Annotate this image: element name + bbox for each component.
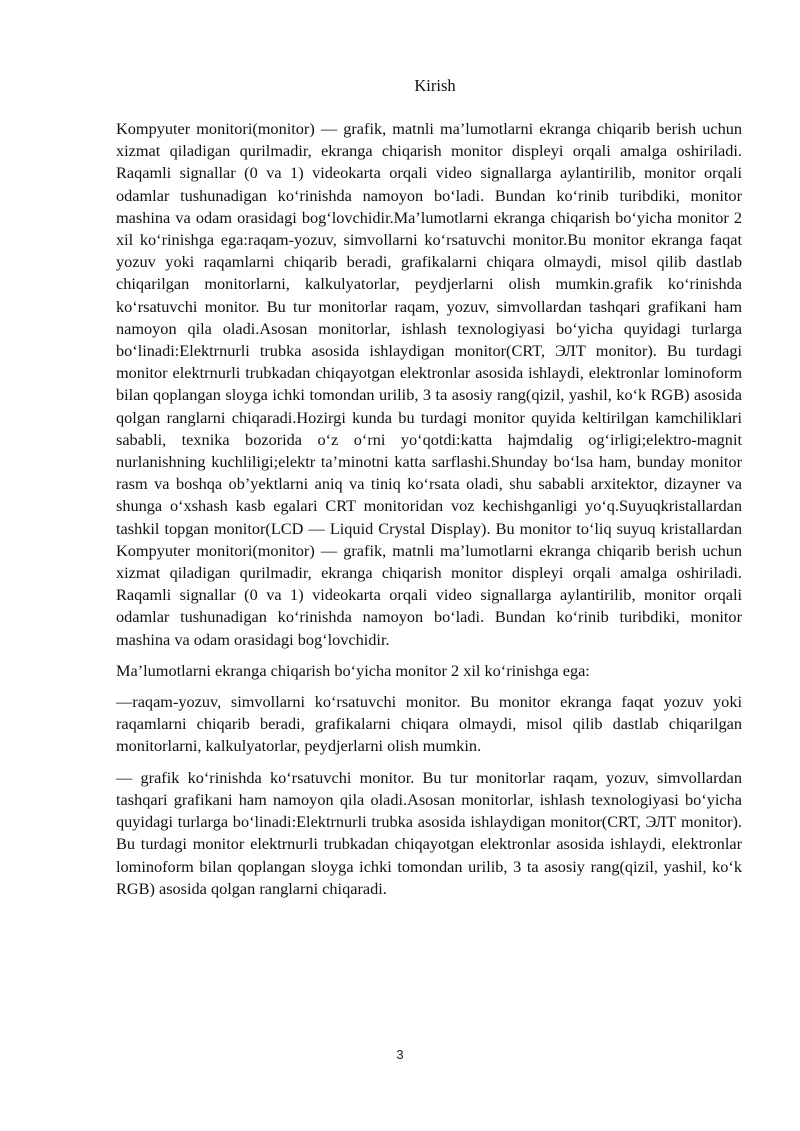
paragraph-graphic-monitor: — grafik ko‘rinishda ko‘rsatuvchi monitor. Bu tur monitorlar raqam, yozuv, simvollardan tashqari grafikani ham namoyon qila oladi.Asosan monitorlar, ishlash texnologiyasi bo‘yicha quyidagi turlarga bo‘linadi:Elektrnurli trubka asosida ishlaydigan monitor(CRT, ЭЛТ monitor). Bu turdagi monitor elektrnurli trubkadan chiqayotgan elektronlar asosida ishlaydi, elektronlar lominoform bilan qoplangan sloyga ichki tomondan urilib, 3 ta asosiy rang(qizil, yashil, ko‘k RGB) asosida qolgan ranglarni chiqaradi. <box>116 767 742 898</box>
page-number: 3 <box>396 1047 404 1062</box>
page-title: Kirish <box>414 76 456 95</box>
paragraph-intro: Kompyuter monitori(monitor) — grafik, matnli ma’lumotlarni ekranga chiqarib berish uchun xizmat qiladigan qurilmadir, ekranga chiqarish monitor displeyi orqali amalga oshiriladi. Raqamli signallar (0 va 1) videokarta orqali video signallarga aylantirilib, monitor orqali odamlar tushunadigan ko‘rinishda namoyon bo‘ladi. Bundan ko‘rinib turibdiki, monitor mashina va odam orasidagi bog‘lovchidir.Ma’lumotlarni ekranga chiqarish bo‘yicha monitor 2 xil ko‘rinishga ega:raqam-yozuv, simvollarni ko‘rsatuvchi monitor.Bu monitor ekranga faqat yozuv yoki raqamlarni chiqarib beradi, grafikalarni chiqara olmaydi, misol qilib dastlab chiqarilgan monitorlarni, kalkulyatorlar, peydjerlarni olish mumkin.grafik ko‘rinishda ko‘rsatuvchi monitor. Bu tur monitorlar raqam, yozuv, simvollardan tashqari grafikani ham namoyon qila oladi.Asosan monitorlar, ishlash texnologiyasi bo‘yicha quyidagi turlarga bo‘linadi:Elektrnurli trubka asosida ishlaydigan monitor(CRT, ЭЛТ monitor). Bu turdagi monitor elektrnurli trubkadan chiqayotgan elektronlar asosida ishlaydi, elektronlar lominoform bilan qoplangan sloyga ichki tomondan urilib, 3 ta asosiy rang(qizil, yashil, ko‘k RGB) asosida qolgan ranglarni chiqaradi.Hozirgi kunda bu turdagi monitor quyida keltirilgan kamchiliklari sababli, texnika bozorida o‘z o‘rni yo‘qotdi:katta hajmdalig og‘irligi;elektro-magnit nurlanishning kuchliligi;elektr ta’minotni katta sarflashi.Shunday bo‘lsa ham, bunday monitor rasm va boshqa ob’yektlarni aniq va tiniq ko‘rsata oladi, shu sababli arxitektor, dizayner va shunga o‘xshash kasb egalari CRT monitoridan voz kechishganligi yo‘q.Suyuqkristallardan tashkil topgan monitor(LCD — Liquid Crystal Display). Bu monitor to‘liq suyuq kristallardan Kompyuter monitori(monitor) — grafik, matnli ma’lumotlarni ekranga chiqarib berish uchun xizmat qiladigan qurilmadir, ekranga chiqarish monitor displeyi orqali amalga oshiriladi. Raqamli signallar (0 va 1) videokarta orqali video signallarga aylantirilib, monitor orqali odamlar tushunadigan ko‘rinishda namoyon bo‘ladi. Bundan ko‘rinib turibdiki, monitor mashina va odam orasidagi bog‘lovchidir. <box>116 119 742 649</box>
paragraph-text-monitor: —raqam-yozuv, simvollarni ko‘rsatuvchi monitor. Bu monitor ekranga faqat yozuv yoki raqamlarni chiqarib beradi, grafikalarni chiqara olmaydi, misol qilib dastlab chiqarilgan monitorlarni, kalkulyatorlar, peydjerlarni olish mumkin. <box>116 692 742 756</box>
document-page <box>116 74 742 909</box>
paragraph-monitor-types: Ma’lumotlarni ekranga chiqarish bo‘yicha monitor 2 xil ko‘rinishga ega: <box>116 660 590 680</box>
